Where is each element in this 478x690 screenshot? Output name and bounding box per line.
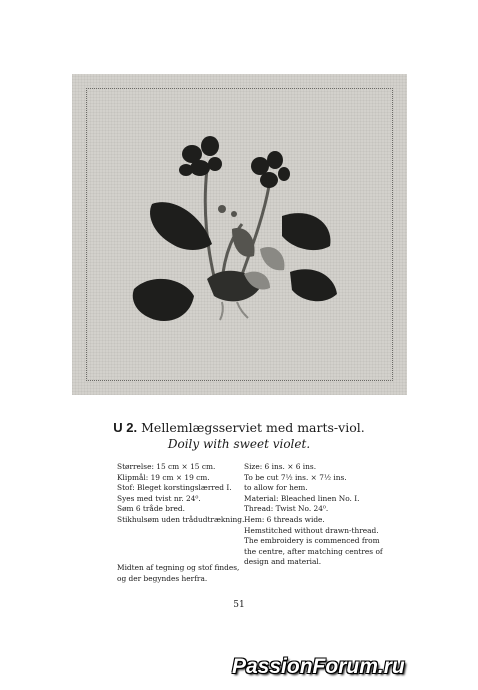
violet-bud xyxy=(218,205,226,213)
instructions-danish-start xyxy=(117,563,239,584)
instruction-line: Størrelse: 15 cm × 15 cm. xyxy=(117,462,216,471)
instructions-danish xyxy=(117,462,244,526)
instruction-line: Hem: 6 threads wide. xyxy=(244,514,325,524)
violet-flower-left xyxy=(179,136,222,176)
instruction-line: Hemstitched without drawn-thread. xyxy=(244,525,379,535)
leaf-right xyxy=(282,213,330,250)
doily-photo xyxy=(72,74,407,395)
instructions-english xyxy=(244,462,383,568)
pattern-code: U 2. xyxy=(113,420,138,435)
instruction-line: to allow for hem. xyxy=(244,483,308,493)
instruction-line: Material: Bleached linen No. I. xyxy=(244,493,360,503)
caption-title xyxy=(0,420,478,435)
instruction-line: Syes med tvist nr. 24⁰. xyxy=(117,493,201,503)
leaf-middle xyxy=(232,228,255,257)
leaf-lower-right xyxy=(290,269,337,301)
violet-roots xyxy=(220,302,248,320)
instruction-line: Stof: Bleget korstingslærred I. xyxy=(117,483,232,493)
instruction-line: Midten af tegning og stof findes, xyxy=(117,563,240,572)
instruction-line: Stikhulsøm uden trådudtrækning. xyxy=(117,514,245,524)
instruction-line: the centre, after matching centres of xyxy=(244,546,383,556)
leaf-upper-left xyxy=(150,202,212,250)
instruction-line: To be cut 7½ ins. × 7½ ins. xyxy=(244,472,347,482)
instruction-line: Size: 6 ins. × 6 ins. xyxy=(244,462,317,471)
instruction-line: og der begyndes herfra. xyxy=(117,573,208,583)
instruction-line: The embroidery is commenced from xyxy=(244,536,380,546)
watermark: PassionForum.ru xyxy=(232,655,405,678)
violet-embroidery xyxy=(72,74,407,395)
instruction-line: design and material. xyxy=(244,557,322,567)
violet-flower-right xyxy=(251,151,290,188)
caption-title-danish: Mellemlægsserviet med marts-viol. xyxy=(141,420,365,435)
instruction-line: Søm 6 tråde bred. xyxy=(117,504,186,514)
leaf-middle-right xyxy=(260,247,284,270)
caption-title-english: Doily with sweet violet. xyxy=(167,437,311,451)
violet-bud xyxy=(231,211,237,217)
page-number: 51 xyxy=(233,600,245,610)
leaf-lower-left xyxy=(133,279,194,321)
instruction-line: Thread: Twist No. 24⁰. xyxy=(244,504,329,514)
instruction-line: Klipmål: 19 cm × 19 cm. xyxy=(117,472,210,482)
